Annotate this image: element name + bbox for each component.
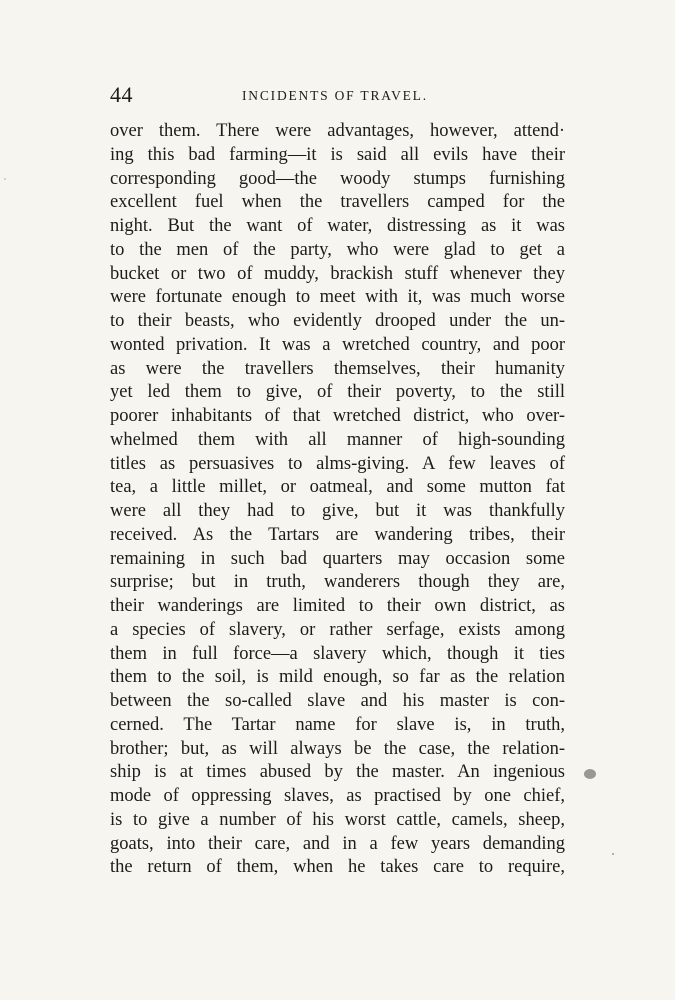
ink-speck (4, 178, 6, 180)
text-line: night. But the want of water, distressing as it was (110, 216, 565, 236)
text-line: mode of oppressing slaves, as practised by one chief, (110, 786, 565, 806)
text-line: goats, into their care, and in a few years demanding (110, 833, 565, 854)
page-number: 44 (110, 82, 133, 107)
text-line: wonted privation. It was a wretched country, and poor (110, 334, 565, 355)
text-line: tea, a little millet, or oatmeal, and some mutton fat (110, 477, 565, 498)
text-line: the return of them, when he takes care to require, (110, 857, 565, 878)
text-line: received. As the Tartars are wandering tribes, their (110, 524, 565, 545)
text-line: titles as persuasives to alms-giving. A few leaves of (110, 453, 565, 474)
text-line: ing this bad farming—it is said all evils have their (110, 144, 565, 165)
text-line: them in full force—a slavery which, though it ties (110, 643, 565, 664)
text-line: whelmed them with all manner of high-sounding (110, 429, 565, 450)
text-line: were all they had to give, but it was thankfully (110, 501, 565, 521)
text-line: were fortunate enough to meet with it, was much worse (110, 287, 565, 308)
running-head: INCIDENTS OF TRAVEL. (242, 88, 428, 103)
text-line: remaining in such bad quarters may occasion some (110, 548, 565, 569)
text-line: corresponding good—the woody stumps furnishing (110, 168, 565, 189)
ink-speck (612, 853, 614, 855)
ink-smudge (584, 769, 596, 779)
text-line: poorer inhabitants of that wretched district, who over- (110, 406, 565, 426)
text-line: brother; but, as will always be the case, the relation- (110, 738, 565, 759)
text-line: to their beasts, who evidently drooped under the un- (110, 311, 565, 331)
text-line: them to the soil, is mild enough, so far as the relation (110, 667, 565, 688)
text-line: ship is at times abused by the master. An ingenious (110, 762, 565, 783)
text-line: yet led them to give, of their poverty, to the still (110, 382, 565, 403)
text-line: a species of slavery, or rather serfage, exists among (110, 619, 565, 640)
text-line: as were the travellers themselves, their humanity (110, 358, 565, 379)
text-line: excellent fuel when the travellers camped for the (110, 192, 565, 213)
text-line: between the so-called slave and his master is con- (110, 691, 565, 711)
text-line: is to give a number of his worst cattle, camels, sheep, (110, 809, 565, 830)
text-line: over them. There were advantages, however, attend· (110, 121, 565, 141)
body-text (110, 120, 565, 880)
text-line: to the men of the party, who were glad to get a (110, 239, 565, 260)
text-line: their wanderings are limited to their own district, as (110, 596, 565, 616)
page-header (110, 82, 570, 112)
text-line: cerned. The Tartar name for slave is, in truth, (110, 714, 565, 735)
text-line: bucket or two of muddy, brackish stuff whenever they (110, 263, 565, 284)
text-line: surprise; but in truth, wanderers though they are, (110, 572, 565, 593)
